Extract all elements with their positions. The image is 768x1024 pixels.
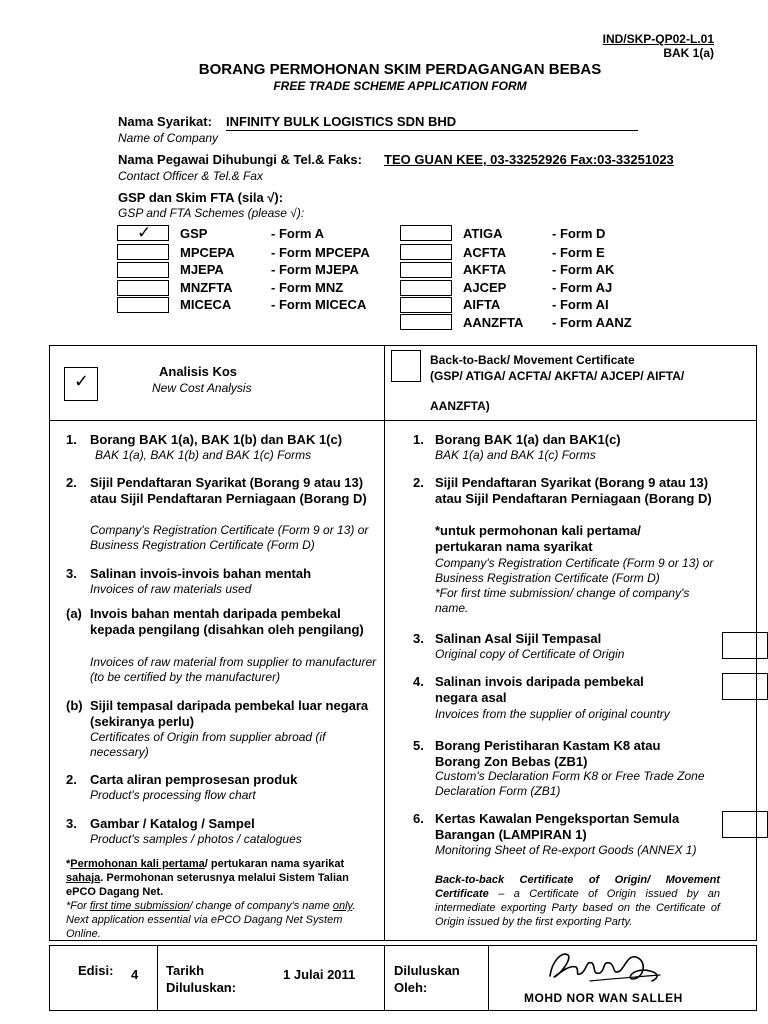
item-title: Borang BAK 1(a), BAK 1(b) dan BAK 1(c) bbox=[90, 432, 343, 447]
scheme-name: MPCEPA bbox=[180, 245, 235, 260]
note-text: . Permohonan seterusnya melalui Sistem Talian ePCO Dagang Net. bbox=[66, 872, 349, 898]
footer-divider bbox=[384, 945, 385, 1011]
note-text: / change of company's name bbox=[189, 900, 333, 912]
scheme-name: AIFTA bbox=[463, 297, 501, 312]
scheme-form: - Form AJ bbox=[552, 280, 613, 295]
back-to-back-title-line: AANZFTA) bbox=[430, 399, 490, 413]
document-code-block bbox=[603, 32, 714, 60]
cost-analysis-title: Analisis Kos bbox=[159, 364, 238, 379]
item-title-en: Product's processing flow chart bbox=[90, 788, 256, 802]
back-to-back-title-line: (GSP/ ATIGA/ ACFTA/ AKFTA/ AJCEP/ AIFTA/ bbox=[430, 369, 685, 383]
checkbox-item-6[interactable] bbox=[722, 811, 768, 838]
note-text: sahaja bbox=[66, 872, 101, 884]
scheme-list-left bbox=[117, 225, 387, 325]
item-title-en: Monitoring Sheet of Re-export Goods (ANNEX 1) bbox=[435, 843, 697, 857]
item-number: 3. bbox=[66, 566, 77, 581]
item-title-en: BAK 1(a), BAK 1(b) and BAK 1(c) Forms bbox=[95, 448, 312, 462]
note-star: * bbox=[66, 858, 71, 870]
note-text: – a Certificate of Origin issued by an intermediate exporting Party based on the Certificate of Origin issued by the first exporting Party. bbox=[435, 888, 720, 928]
item-number: 3. bbox=[66, 816, 77, 831]
item-number: 2. bbox=[413, 475, 424, 490]
left-note bbox=[66, 857, 376, 899]
checkbox-mpcepa[interactable] bbox=[117, 244, 169, 260]
contact-label-en: Contact Officer & Tel.& Fax bbox=[118, 169, 263, 183]
scheme-form: - Form MNZ bbox=[271, 280, 344, 295]
column-divider bbox=[384, 345, 385, 941]
item-title-en: Company's Registration Certificate (Form 9 or 13) or Business Registration Certificate (Form D) bbox=[435, 556, 714, 585]
checkbox-akfta[interactable] bbox=[400, 262, 452, 278]
item-title: Salinan invois daripada pembekal negara asal bbox=[435, 674, 644, 705]
item-number: 5. bbox=[413, 738, 424, 753]
scheme-form: - Form D bbox=[552, 226, 606, 241]
item-title-en: Certificates of Origin from supplier abroad (if necessary) bbox=[90, 730, 326, 759]
approved-by-label-line: Oleh: bbox=[394, 980, 428, 995]
document-code: IND/SKP-QP02-L.01 bbox=[602, 32, 714, 46]
item-title: Salinan invois-invois bahan mentah bbox=[90, 566, 312, 581]
item-title: Kertas Kawalan Pengeksportan Semula Barangan (LAMPIRAN 1) bbox=[435, 811, 680, 842]
signature-icon bbox=[540, 941, 670, 991]
item-title: Gambar / Katalog / Sampel bbox=[90, 816, 255, 831]
item-title: Invois bahan mentah daripada pembekal kepada pengilang (disahkan oleh pengilang) bbox=[90, 606, 364, 637]
item-number: 6. bbox=[413, 811, 424, 826]
approved-by-label-line: Diluluskan bbox=[394, 963, 460, 978]
scheme-form: - Form MPCEPA bbox=[271, 245, 370, 260]
back-to-back-note bbox=[435, 873, 720, 929]
schemes-label-en: GSP and FTA Schemes (please √): bbox=[118, 206, 305, 220]
note-text: . Next application essential via ePCO Dagang Net System Online. bbox=[66, 900, 356, 940]
item-title: Borang BAK 1(a) dan BAK1(c) bbox=[435, 432, 621, 447]
item-title-en: Product's samples / photos / catalogues bbox=[90, 832, 302, 846]
scheme-name: AKFTA bbox=[463, 262, 507, 277]
edition-label: Edisi: bbox=[78, 963, 114, 978]
scheme-name: MJEPA bbox=[180, 262, 224, 277]
item-title: Sijil tempasal daripada pembekal luar negara (sekiranya perlu) bbox=[90, 698, 369, 729]
note-text: Permohonan kali pertama bbox=[70, 858, 205, 870]
checkbox-acfta[interactable] bbox=[400, 244, 452, 260]
checkbox-atiga[interactable] bbox=[400, 225, 452, 241]
schemes-label: GSP dan Skim FTA (sila √): bbox=[118, 190, 284, 205]
scheme-form: - Form AI bbox=[552, 297, 609, 312]
item-number: 1. bbox=[66, 432, 77, 447]
approver-name: MOHD NOR WAN SALLEH bbox=[524, 991, 683, 1005]
item-title: Borang Peristiharan Kastam K8 atau Borang Zon Bebas (ZB1) bbox=[435, 738, 661, 769]
company-name-field[interactable]: INFINITY BULK LOGISTICS SDN BHD bbox=[226, 114, 638, 131]
contact-field[interactable]: TEO GUAN KEE, 03-33252926 Fax:03-33251023 bbox=[384, 152, 674, 167]
company-label: Nama Syarikat: bbox=[118, 114, 212, 129]
footer-divider bbox=[157, 945, 158, 1011]
item-title-en: Company's Registration Certificate (Form 9 or 13) or Business Registration Certificate (Form D) bbox=[90, 523, 369, 552]
item-title: Sijil Pendaftaran Syarikat (Borang 9 atau 13) atau Sijil Pendaftaran Perniagaan (Borang D) bbox=[435, 475, 712, 506]
item-title-en: Original copy of Certificate of Origin bbox=[435, 647, 625, 661]
item-number: 2. bbox=[66, 772, 77, 787]
header-divider bbox=[49, 420, 757, 421]
approval-date-label-line: Diluluskan: bbox=[166, 980, 237, 995]
contact-label: Nama Pegawai Dihubungi & Tel.& Faks: bbox=[118, 152, 362, 167]
scheme-name: ATIGA bbox=[463, 226, 503, 241]
form-subtitle: FREE TRADE SCHEME APPLICATION FORM bbox=[273, 79, 527, 93]
approval-date-label-line: Tarikh bbox=[166, 963, 205, 978]
note-text: first time submission bbox=[89, 900, 190, 912]
scheme-form: - Form MICECA bbox=[271, 297, 367, 312]
form-number: BAK 1(a) bbox=[663, 46, 714, 60]
item-title-note: *untuk permohonan kali pertama/ pertukaran nama syarikat bbox=[435, 523, 641, 554]
checkbox-mjepa[interactable] bbox=[117, 262, 169, 278]
scheme-form: - Form AANZ bbox=[552, 315, 632, 330]
item-title: Sijil Pendaftaran Syarikat (Borang 9 atau 13) atau Sijil Pendaftaran Perniagaan (Borang D) bbox=[90, 475, 367, 506]
back-to-back-title bbox=[430, 352, 684, 414]
left-note-en bbox=[66, 899, 372, 941]
approval-date-label bbox=[166, 962, 236, 996]
scheme-name: MICECA bbox=[180, 297, 232, 312]
scheme-name: GSP bbox=[180, 226, 208, 241]
cost-analysis-title-en: New Cost Analysis bbox=[152, 381, 252, 395]
checkbox-mnzfta[interactable] bbox=[117, 280, 169, 296]
scheme-name: ACFTA bbox=[463, 245, 507, 260]
scheme-form: - Form AK bbox=[552, 262, 615, 277]
scheme-name: AJCEP bbox=[463, 280, 507, 295]
item-title-en: Invoices of raw materials used bbox=[90, 582, 252, 596]
check-mark-icon: ✓ bbox=[137, 223, 152, 242]
checkbox-cost-analysis[interactable] bbox=[64, 367, 98, 401]
item-number: 2. bbox=[66, 475, 77, 490]
scheme-name: AANZFTA bbox=[463, 315, 524, 330]
approved-by-label bbox=[394, 962, 460, 996]
checkbox-item-4[interactable] bbox=[722, 673, 768, 700]
back-to-back-title-line: Back-to-Back/ Movement Certificate bbox=[430, 353, 635, 367]
checkbox-item-3[interactable] bbox=[722, 632, 768, 659]
item-title-en-note: *For first time submission/ change of company's name. bbox=[435, 586, 690, 615]
scheme-form: - Form A bbox=[271, 226, 324, 241]
note-text: *For bbox=[66, 900, 90, 912]
item-title-en: Invoices of raw material from supplier to manufacturer (to be certified by the manufacturer) bbox=[90, 655, 377, 684]
footer-divider bbox=[488, 945, 489, 1011]
item-title-en: BAK 1(a) and BAK 1(c) Forms bbox=[435, 448, 596, 462]
scheme-list-right bbox=[400, 225, 660, 335]
item-number: 1. bbox=[413, 432, 424, 447]
company-label-en: Name of Company bbox=[118, 131, 219, 145]
scheme-form: - Form E bbox=[552, 245, 605, 260]
form-title: BORANG PERMOHONAN SKIM PERDAGANGAN BEBAS bbox=[198, 61, 602, 78]
checkbox-ajcep[interactable] bbox=[400, 280, 452, 296]
scheme-form: - Form MJEPA bbox=[271, 262, 359, 277]
item-number: (b) bbox=[66, 698, 83, 713]
note-text: / pertukaran nama syarikat bbox=[204, 858, 345, 870]
item-title-en: Invoices from the supplier of original country bbox=[435, 707, 670, 721]
note-text: only bbox=[332, 900, 353, 912]
checkbox-back-to-back[interactable] bbox=[391, 350, 421, 382]
scheme-name: MNZFTA bbox=[180, 280, 233, 295]
checkbox-aanzfta[interactable] bbox=[400, 314, 452, 330]
check-mark-icon: ✓ bbox=[74, 371, 90, 391]
checkbox-miceca[interactable] bbox=[117, 297, 169, 313]
item-title-en: Custom's Declaration Form K8 or Free Trade Zone Declaration Form (ZB1) bbox=[435, 769, 705, 798]
note-text: Back-to-back Certificate of Origin/ Movement Certificate bbox=[435, 874, 720, 900]
item-number: 4. bbox=[413, 674, 424, 689]
approval-date-value: 1 Julai 2011 bbox=[283, 967, 356, 982]
edition-value: 4 bbox=[131, 967, 139, 982]
checkbox-aifta[interactable] bbox=[400, 297, 452, 313]
item-title: Carta aliran pemprosesan produk bbox=[90, 772, 298, 787]
item-title: Salinan Asal Sijil Tempasal bbox=[435, 631, 602, 646]
item-number: 3. bbox=[413, 631, 424, 646]
item-number: (a) bbox=[66, 606, 82, 621]
